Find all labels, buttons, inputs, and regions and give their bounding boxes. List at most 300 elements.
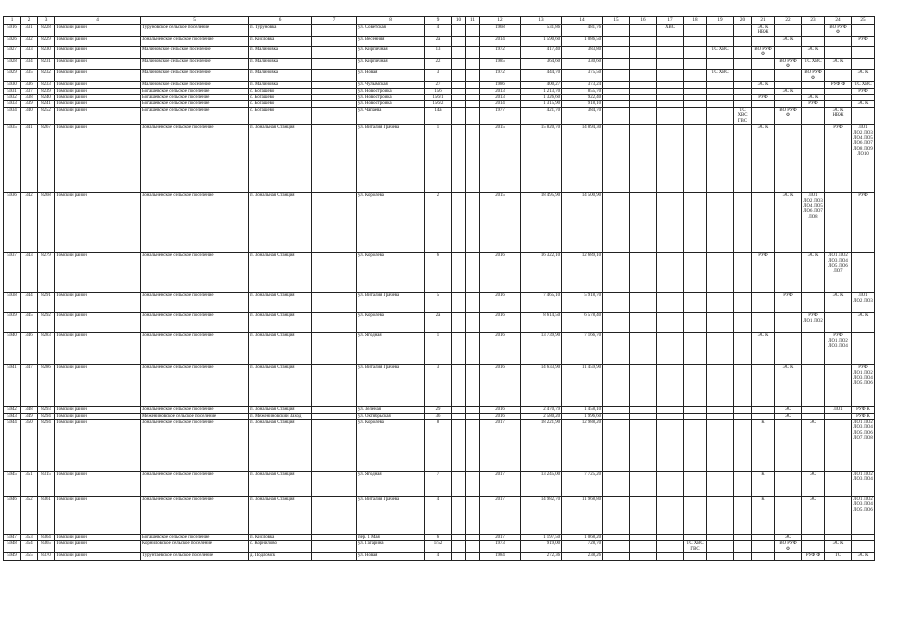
table-cell: ЛО1 ЛО2 ЛО3 ЛО4 ЛО5 ЛО6 ЛО7 ЛО8 <box>852 419 875 471</box>
table-cell: 14 982,70 <box>521 496 562 534</box>
table-cell <box>312 46 357 58</box>
table-cell <box>603 541 630 553</box>
table-cell <box>775 46 802 58</box>
table-cell: 1984 <box>480 553 521 561</box>
table-cell: ЛО1 ЛО2 ЛО3 ЛО4 ЛО5 ЛО6 <box>852 496 875 534</box>
column-header: 10 <box>452 17 466 25</box>
table-row <box>4 46 875 58</box>
table-cell: 1 213,70 <box>521 88 562 94</box>
table-cell: ЛО1 ЛО2 ЛО3 ЛО4 ЛО5 ЛО6 ЛО7 <box>825 253 852 293</box>
table-cell: 1 590,60 <box>521 36 562 46</box>
table-cell <box>312 365 357 407</box>
table-cell: 8286 <box>38 365 55 407</box>
table-cell <box>657 293 684 313</box>
table-cell: 2015 <box>480 125 521 193</box>
table-cell: Томский район <box>55 88 141 94</box>
table-cell: 13 245,00 <box>521 471 562 496</box>
table-cell <box>752 193 775 253</box>
table-cell: ТС ХВС <box>707 70 734 82</box>
table-cell <box>707 496 734 534</box>
table-cell <box>752 293 775 313</box>
table-cell <box>466 70 480 82</box>
table-cell <box>657 193 684 253</box>
table-cell: 8292 <box>38 313 55 333</box>
column-header: 21 <box>752 17 775 25</box>
table-cell: 8233 <box>38 82 55 88</box>
table-cell <box>630 58 657 70</box>
table-cell <box>752 553 775 561</box>
table-cell <box>466 107 480 124</box>
table-cell: 8279 <box>38 253 55 293</box>
table-cell: п. Малиновка <box>249 82 312 88</box>
table-cell: 5949 <box>4 553 21 561</box>
table-cell: ул. Виталия Грачёва <box>357 293 425 313</box>
table-cell: 7 <box>425 471 452 496</box>
table-cell: РУФ Ф <box>825 82 852 88</box>
table-row <box>4 70 875 82</box>
table-cell: РУФ К <box>852 407 875 413</box>
table-cell <box>312 313 357 333</box>
table-cell: ул. Весенняя <box>357 36 425 46</box>
table-cell: Томский район <box>55 70 141 82</box>
table-cell <box>684 496 707 534</box>
table-cell <box>734 36 752 46</box>
table-cell <box>707 471 734 496</box>
table-cell <box>312 36 357 46</box>
table-cell: 346 <box>21 333 38 365</box>
table-cell: 2014 <box>480 101 521 107</box>
table-cell: Томский район <box>55 413 141 419</box>
table-cell <box>684 70 707 82</box>
column-header: 6 <box>249 17 312 25</box>
table-cell: Томский район <box>55 95 141 101</box>
table-cell: 373,24 <box>562 82 603 88</box>
table-cell <box>802 25 825 37</box>
table-cell <box>630 36 657 46</box>
table-cell: 11 459,90 <box>562 365 603 407</box>
table-cell: 5945 <box>4 471 21 496</box>
table-cell <box>825 419 852 471</box>
table-cell: 2017 <box>480 496 521 534</box>
table-cell: ВО РУФ Ф <box>752 46 775 58</box>
table-cell: Томский район <box>55 82 141 88</box>
table-cell: пер. 1 Мая <box>357 534 425 540</box>
table-cell <box>707 419 734 471</box>
table-row <box>4 253 875 293</box>
table-cell: 5938 <box>4 293 21 313</box>
table-cell: Томский район <box>55 46 141 58</box>
table-cell: 355 <box>21 553 38 561</box>
table-cell: 238,26 <box>562 553 603 561</box>
table-cell <box>775 471 802 496</box>
table-cell <box>734 313 752 333</box>
column-header: 12 <box>480 17 521 25</box>
table-cell: 400,27 <box>521 82 562 88</box>
table-cell <box>734 419 752 471</box>
table-row <box>4 36 875 46</box>
table-cell: 27 <box>425 82 452 88</box>
table-cell: 383,80 <box>562 46 603 58</box>
table-cell <box>452 253 466 293</box>
table-cell <box>707 36 734 46</box>
table-cell <box>734 58 752 70</box>
table-cell <box>684 471 707 496</box>
table-cell: РУФ ЛО1 ЛО2 <box>802 313 825 333</box>
table-cell: Богашевское сельское поселение <box>141 88 249 94</box>
table-cell <box>452 25 466 37</box>
table-cell <box>802 333 825 365</box>
table-cell <box>734 553 752 561</box>
table-cell <box>630 25 657 37</box>
table-cell <box>452 313 466 333</box>
table-cell: ЭС К <box>775 88 802 94</box>
table-cell <box>466 333 480 365</box>
table-cell: ул. Королёва <box>357 313 425 333</box>
table-cell <box>775 25 802 37</box>
table-cell: 344 <box>21 293 38 313</box>
table-cell <box>657 46 684 58</box>
table-cell: 2014 <box>480 36 521 46</box>
column-header: 3 <box>38 17 55 25</box>
table-cell: 5932 <box>4 95 21 101</box>
table-cell <box>657 365 684 407</box>
table-cell <box>603 333 630 365</box>
table-cell: ЛО1 ЛО2 ЛО3 <box>852 293 875 313</box>
table-cell: Богашевское сельское поселение <box>141 534 249 540</box>
table-cell <box>657 313 684 333</box>
table-cell: 14а <box>425 107 452 124</box>
table-row <box>4 419 875 471</box>
table-cell <box>466 553 480 561</box>
table-cell: п. Кисловка <box>249 36 312 46</box>
table-cell: 2015 <box>480 193 521 253</box>
table-cell: 36 <box>425 413 452 419</box>
table-cell <box>312 333 357 365</box>
table-cell: 349 <box>21 413 38 419</box>
table-cell: 2016 <box>480 253 521 293</box>
table-cell: Малиновское сельское поселение <box>141 58 249 70</box>
table-cell <box>825 313 852 333</box>
table-cell: 333 <box>21 46 38 58</box>
table-cell <box>734 70 752 82</box>
table-cell: 8228 <box>38 25 55 37</box>
table-cell: 331 <box>21 25 38 37</box>
table-cell <box>684 46 707 58</box>
table-cell: с. Богашево <box>249 95 312 101</box>
table-cell: ул. Новостройка <box>357 88 425 94</box>
table-cell: 1968 <box>480 25 521 37</box>
table-cell: РУФ <box>802 101 825 107</box>
table-cell <box>452 36 466 46</box>
table-cell <box>775 70 802 82</box>
table-row <box>4 293 875 313</box>
table-cell <box>707 541 734 553</box>
table-cell: Томский район <box>55 333 141 365</box>
table-cell: ЭС <box>775 413 802 419</box>
table-cell <box>603 125 630 193</box>
table-cell: ЭС К <box>852 101 875 107</box>
table-cell <box>734 365 752 407</box>
table-cell: п. Зональная Станция <box>249 253 312 293</box>
table-cell: 2017 <box>480 471 521 496</box>
table-cell: ул. Виталия Грачёва <box>357 365 425 407</box>
table-cell: ул. Новая <box>357 70 425 82</box>
table-cell: Турунтаевское сельское поселение <box>141 553 249 561</box>
table-cell <box>775 125 802 193</box>
header-row <box>4 17 875 25</box>
table-cell <box>734 253 752 293</box>
table-cell: 8294 <box>38 419 55 471</box>
table-cell: 1 326,60 <box>521 95 562 101</box>
table-cell: ТС ХВС ГВС <box>734 107 752 124</box>
table-cell: Малиновское сельское поселение <box>141 70 249 82</box>
table-cell: 13 <box>425 46 452 58</box>
table-cell: ЛО1 ЛО2 ЛО3 ЛО4 ЛО5 ЛО6 ЛО7 ЛО8 <box>802 193 825 253</box>
table-cell: п. Туруновка <box>249 25 312 37</box>
table-cell: ЭС К <box>802 253 825 293</box>
table-cell <box>312 496 357 534</box>
table-cell: 2017 <box>480 534 521 540</box>
table-cell: 5943 <box>4 413 21 419</box>
table-cell: РУФ Ф <box>802 553 825 561</box>
table-cell <box>603 70 630 82</box>
table-cell: Томский район <box>55 407 141 413</box>
table-cell: ЛО1 <box>825 407 852 413</box>
table-cell: 5936 <box>4 193 21 253</box>
table-cell: 8293 <box>38 407 55 413</box>
table-cell: ХВС <box>657 25 684 37</box>
table-cell: Зональненское сельское поселение <box>141 419 249 471</box>
column-header: 20 <box>734 17 752 25</box>
table-cell <box>452 70 466 82</box>
table-cell: 347 <box>21 365 38 407</box>
table-cell: ул. Новостройка <box>357 95 425 101</box>
table-cell: 2 470,79 <box>521 407 562 413</box>
table-cell <box>603 365 630 407</box>
table-cell <box>657 70 684 82</box>
table-cell <box>657 107 684 124</box>
table-cell: 18 495,90 <box>521 193 562 253</box>
table-cell: ЭС К <box>752 333 775 365</box>
table-cell: Томский район <box>55 125 141 193</box>
table-cell <box>657 333 684 365</box>
table-cell <box>630 125 657 193</box>
table-cell: с. Корнилово <box>249 541 312 553</box>
table-cell <box>466 193 480 253</box>
table-cell: Томский район <box>55 553 141 561</box>
table-cell: Томский район <box>55 313 141 333</box>
table-cell: Томский район <box>55 293 141 313</box>
table-cell <box>752 70 775 82</box>
table-cell: ЭС <box>802 419 825 471</box>
table-cell <box>852 58 875 70</box>
table-cell: п. Зональная Станция <box>249 471 312 496</box>
table-cell <box>452 471 466 496</box>
table-cell <box>684 419 707 471</box>
table-row <box>4 125 875 193</box>
table-cell: 417,40 <box>521 46 562 58</box>
table-cell: 1 315,90 <box>521 101 562 107</box>
table-cell: 1 <box>425 333 452 365</box>
table-cell: 8240 <box>38 95 55 101</box>
table-cell: ул. Новостройка <box>357 101 425 107</box>
table-cell <box>452 125 466 193</box>
table-cell: 5941 <box>4 365 21 407</box>
table-cell: 4 <box>425 553 452 561</box>
table-cell: ТС ХВС <box>802 58 825 70</box>
table-cell: Томский район <box>55 541 141 553</box>
table-cell <box>752 313 775 333</box>
table-cell: ул. Королёва <box>357 253 425 293</box>
table-cell <box>630 541 657 553</box>
table-cell <box>707 125 734 193</box>
table-cell: 14 894,30 <box>562 125 603 193</box>
table-cell <box>466 293 480 313</box>
table-cell <box>312 471 357 496</box>
table-cell: Зональненское сельское поселение <box>141 471 249 496</box>
table-cell <box>630 107 657 124</box>
table-cell: 332 <box>21 36 38 46</box>
table-cell: ЭС К <box>775 193 802 253</box>
table-cell: Богашевское сельское поселение <box>141 95 249 101</box>
table-cell: Зональненское сельское поселение <box>141 407 249 413</box>
table-cell: п. Зональная Станция <box>249 419 312 471</box>
table-cell: 5933 <box>4 101 21 107</box>
table-cell <box>603 107 630 124</box>
table-cell: 5 <box>425 293 452 313</box>
column-header: 13 <box>521 17 562 25</box>
table-cell: 5928 <box>4 58 21 70</box>
table-cell: ЭС К <box>775 36 802 46</box>
table-cell <box>452 333 466 365</box>
table-cell <box>707 293 734 313</box>
table-cell: 8232 <box>38 70 55 82</box>
table-cell: 6 <box>425 253 452 293</box>
table-cell: 12 988,20 <box>562 419 603 471</box>
table-cell: 8364 <box>38 534 55 540</box>
table-cell: РУФ ЛО1 ЛО2 ЛО3 ЛО4 <box>825 333 852 365</box>
table-cell: ЭС К <box>802 95 825 101</box>
table-cell: 156 <box>425 88 452 94</box>
table-cell <box>657 471 684 496</box>
table-cell: 421,70 <box>521 107 562 124</box>
table-cell: 350 <box>21 419 38 471</box>
table-cell <box>734 125 752 193</box>
table-cell: 5934 <box>4 107 21 124</box>
table-cell: 918,10 <box>562 101 603 107</box>
table-cell: 352 <box>21 496 38 534</box>
table-cell: 5944 <box>4 419 21 471</box>
column-header: 25 <box>852 17 875 25</box>
table-cell <box>312 419 357 471</box>
table-cell <box>312 253 357 293</box>
table-row <box>4 313 875 333</box>
table-cell: 3 <box>425 365 452 407</box>
table-cell <box>802 125 825 193</box>
table-cell: Томский район <box>55 25 141 37</box>
table-cell: 5940 <box>4 333 21 365</box>
table-cell: 7 725,20 <box>562 471 603 496</box>
table-cell <box>466 25 480 37</box>
table-cell <box>466 419 480 471</box>
table-cell: п. Зональная Станция <box>249 407 312 413</box>
table-cell <box>452 541 466 553</box>
table-cell <box>802 107 825 124</box>
table-cell <box>452 46 466 58</box>
table-cell <box>752 58 775 70</box>
table-cell <box>603 25 630 37</box>
table-cell <box>734 496 752 534</box>
table-cell: РУФ <box>752 95 775 101</box>
table-row <box>4 553 875 561</box>
table-cell: 5927 <box>4 46 21 58</box>
table-cell: 18 221,90 <box>521 419 562 471</box>
table-cell: РУФ <box>752 253 775 293</box>
table-cell: 1 086,50 <box>562 36 603 46</box>
table-cell <box>630 70 657 82</box>
table-cell <box>452 365 466 407</box>
table-cell <box>707 193 734 253</box>
table-cell <box>752 541 775 553</box>
table-cell: ул. Ягодная <box>357 471 425 496</box>
table-cell: ул. Ягодная <box>357 333 425 365</box>
table-cell: Томский район <box>55 101 141 107</box>
table-cell <box>825 46 852 58</box>
table-cell <box>825 365 852 407</box>
table-cell: п. Зональная Станция <box>249 496 312 534</box>
table-cell: п. Зональная Станция <box>249 293 312 313</box>
column-header: 14 <box>562 17 603 25</box>
table-cell: 1985 <box>480 58 521 70</box>
table-cell: 5946 <box>4 496 21 534</box>
table-cell: 8370 <box>38 553 55 561</box>
table-cell: ТС <box>825 553 852 561</box>
table-cell <box>603 313 630 333</box>
table-cell <box>312 70 357 82</box>
table-cell <box>603 471 630 496</box>
table-cell <box>802 293 825 313</box>
table-cell: 2013 <box>480 88 521 94</box>
table-cell <box>312 58 357 70</box>
table-cell: ЭС К <box>852 313 875 333</box>
table-cell: ЭС К <box>802 46 825 58</box>
table-cell <box>603 36 630 46</box>
table-cell <box>630 553 657 561</box>
table-row <box>4 541 875 553</box>
table-cell <box>707 58 734 70</box>
table-cell: 8268 <box>38 193 55 253</box>
table-cell: 8231 <box>38 58 55 70</box>
table-cell: ул. Новая <box>357 553 425 561</box>
table-cell: 8229 <box>38 36 55 46</box>
table-cell: 2016 <box>480 365 521 407</box>
table-cell <box>684 125 707 193</box>
table-cell: 335 <box>21 70 38 82</box>
table-cell: Малиновское сельское поселение <box>141 46 249 58</box>
table-cell <box>603 293 630 313</box>
table-cell <box>630 496 657 534</box>
table-cell <box>825 36 852 46</box>
table-cell: 2013 <box>480 95 521 101</box>
table-cell: ВО РУФ Ф <box>802 70 825 82</box>
table-cell <box>466 541 480 553</box>
table-cell: Зональненское сельское поселение <box>141 253 249 293</box>
table-row <box>4 25 875 37</box>
table-cell <box>802 36 825 46</box>
table-cell: 5947 <box>4 534 21 540</box>
table-cell <box>707 333 734 365</box>
table-cell: 354 <box>21 541 38 553</box>
